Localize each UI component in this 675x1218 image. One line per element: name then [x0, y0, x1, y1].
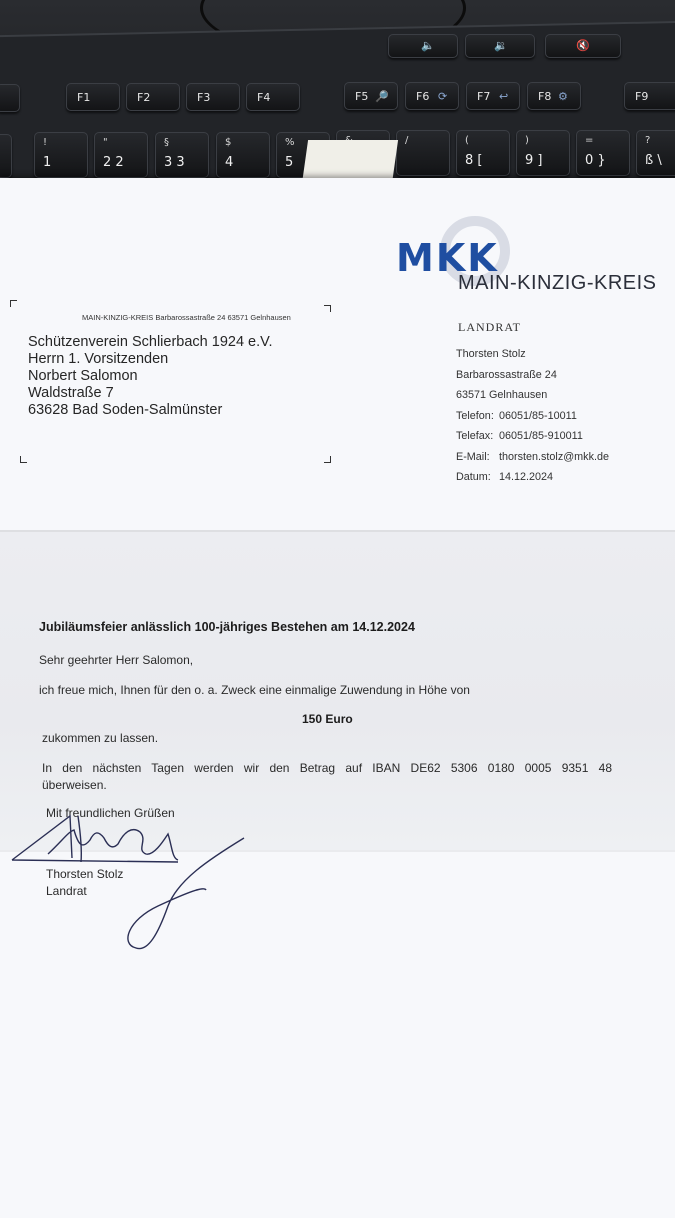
f5-key[interactable]: F5 🔎 — [344, 82, 398, 110]
signatory-name: Thorsten Stolz — [46, 867, 124, 881]
volume-up-key[interactable]: 🔉 — [465, 34, 535, 58]
office-title: LANDRAT — [458, 320, 521, 334]
fax-label: Telefax: — [456, 430, 494, 442]
f9-key[interactable]: F9 — [624, 82, 675, 110]
recipient-address — [28, 334, 273, 419]
email-row — [456, 451, 609, 472]
sender-city: 63571 Gelnhausen — [456, 389, 548, 401]
paragraph-1: ich freue mich, Ihnen für den o. a. Zweck eine einmalige Zuwendung in Höhe von — [39, 683, 470, 697]
key-9[interactable]: ) 9 ] — [516, 130, 570, 176]
logo-name: MAIN-KINZIG-KREIS — [458, 272, 657, 294]
key-4[interactable]: $ 4 — [216, 132, 270, 178]
sender-street: Barbarossastraße 24 — [456, 368, 557, 381]
fax-value: 06051/85-910011 — [499, 430, 583, 442]
fold-crease — [0, 530, 675, 532]
f8-key[interactable]: F8 ⚙ — [527, 82, 581, 110]
paragraph-2-line-2: überweisen. — [42, 778, 107, 792]
phone-row — [456, 410, 609, 431]
window-corner-mark — [324, 305, 331, 312]
f2-key[interactable]: F2 — [126, 83, 180, 111]
f3-key[interactable]: F3 — [186, 83, 240, 111]
f7-key[interactable]: F7 ↩ — [466, 82, 520, 110]
subject-line: Jubiläumsfeier anlässlich 100-jähriges Bestehen am 14.12.2024 — [39, 620, 415, 634]
signatory — [46, 866, 123, 900]
key-1[interactable]: ! 1 — [34, 132, 88, 178]
key-sharp-s[interactable]: ? ß \ — [636, 130, 675, 176]
window-corner-mark — [324, 456, 331, 463]
signatory-title: Landrat — [46, 884, 87, 898]
email-label: E-Mail: — [456, 450, 490, 463]
recipient-line: 63628 Bad Soden-Salmünster — [28, 402, 223, 418]
amount: 150 Euro — [302, 712, 353, 726]
paragraph-1-end: zukommen zu lassen. — [42, 731, 159, 745]
window-corner-mark — [20, 456, 27, 463]
return-address: MAIN-KINZIG-KREIS Barbarossastraße 24 63571 Gelnhausen — [82, 313, 291, 322]
key-2[interactable]: " 2 2 — [94, 132, 148, 178]
date-label: Datum: — [456, 471, 491, 483]
recipient-line: Norbert Salomon — [28, 368, 138, 384]
salutation: Sehr geehrter Herr Salomon, — [39, 653, 194, 667]
recipient-line: Herrn 1. Vorsitzenden — [28, 351, 169, 367]
recipient-line: Waldstraße 7 — [28, 385, 114, 401]
paragraph-2-line-1: In den nächsten Tagen werden wir den Betrag auf IBAN DE62 5306 0180 0005 9351 48 — [42, 761, 612, 775]
sender-name: Thorsten Stolz — [456, 348, 526, 360]
sender-info — [456, 348, 609, 492]
back-icon: ↩ — [499, 90, 509, 103]
key-7[interactable]: / — [396, 130, 450, 176]
logo-mark: MKK — [396, 236, 499, 280]
date-row — [456, 471, 609, 492]
refresh-icon: ⟳ — [438, 90, 448, 103]
key-0[interactable]: = 0 } — [576, 130, 630, 176]
fax-row — [456, 430, 609, 451]
esc-key[interactable] — [0, 84, 20, 112]
phone-value: 06051/85-10011 — [499, 409, 577, 422]
mute-key[interactable]: 🔇 — [545, 34, 621, 58]
email-value: thorsten.stolz@mkk.de — [499, 450, 609, 463]
volume-down-key[interactable]: 🔈 — [388, 34, 458, 58]
search-icon: 🔎 — [375, 90, 389, 103]
f1-key[interactable]: F1 — [66, 83, 120, 111]
date-value: 14.12.2024 — [499, 471, 554, 483]
key-5[interactable]: % 5 — [276, 132, 330, 178]
keyboard — [0, 0, 675, 200]
caret-key[interactable] — [0, 134, 12, 178]
key-3[interactable]: § 3 3 — [155, 132, 209, 178]
f4-key[interactable]: F4 — [246, 83, 300, 111]
key-8[interactable]: ( 8 [ — [456, 130, 510, 176]
closing: Mit freundlichen Grüßen — [46, 806, 175, 820]
recipient-line: Schützenverein Schlierbach 1924 e.V. — [28, 334, 273, 350]
phone-label: Telefon: — [456, 409, 494, 422]
settings-icon: ⚙ — [558, 90, 568, 103]
f6-key[interactable]: F6 ⟳ — [405, 82, 459, 110]
window-corner-mark — [10, 300, 17, 307]
